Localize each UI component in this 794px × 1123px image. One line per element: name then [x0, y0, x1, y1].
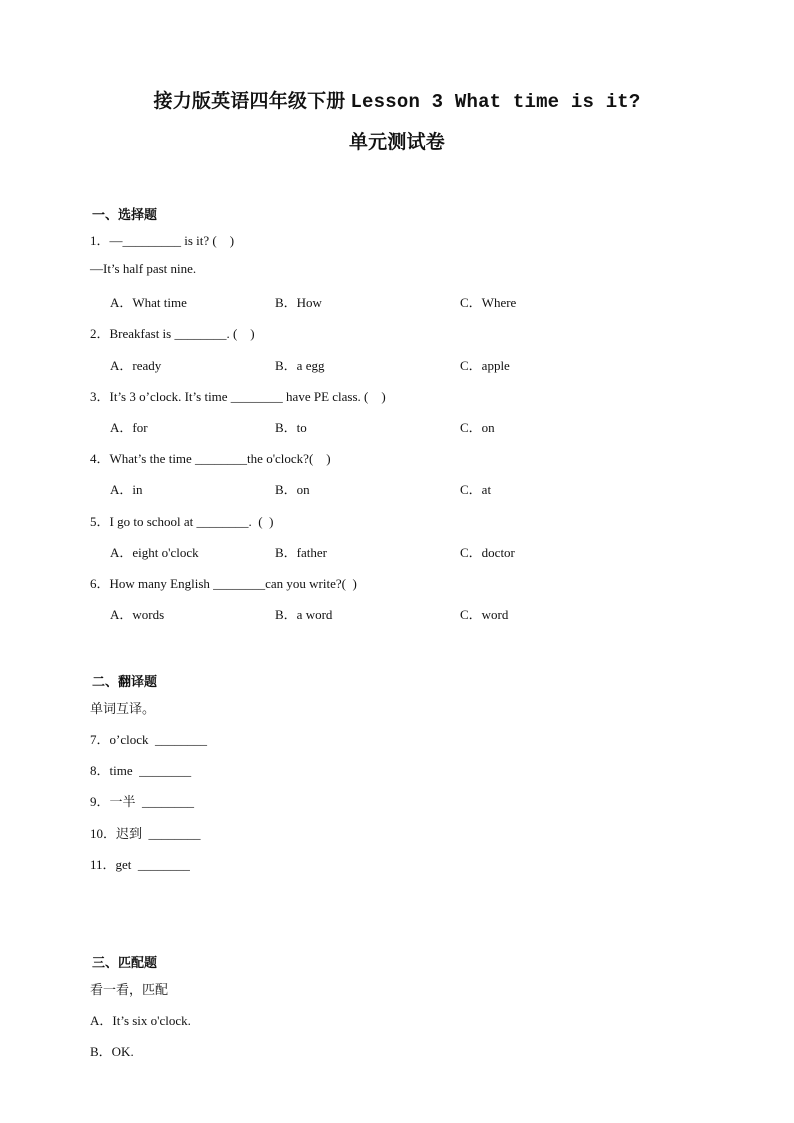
document-title-cn: 接力版英语四年级下册	[153, 91, 351, 112]
question-5-option-a: A．eight o'clock	[110, 545, 199, 560]
question-1-option-a: A．What time	[110, 295, 187, 310]
translation-item-11: 11．get ________	[90, 857, 190, 872]
translation-item-7: 7．o’clock ________	[90, 732, 207, 747]
question-3: 3．It’s 3 o’clock. It’s time ________ have PE class. ( )	[90, 389, 386, 404]
question-1-option-c: C．Where	[460, 295, 517, 310]
document-subtitle: 单元测试卷	[348, 132, 445, 153]
translation-instruction: 单词互译。	[90, 701, 156, 716]
translation-item-8: 8．time ________	[90, 763, 192, 778]
question-2-option-c: C．apple	[460, 358, 510, 373]
question-2-option-a: A．ready	[110, 358, 162, 373]
question-1-option-b: B．How	[275, 295, 322, 310]
section-heading-translation: 二、翻译题	[92, 674, 158, 689]
section-heading-matching: 三、匹配题	[92, 955, 158, 970]
section-heading-choice: 一、选择题	[92, 207, 158, 222]
question-1-sub: —It’s half past nine.	[90, 261, 197, 276]
question-5-option-c: C．doctor	[460, 545, 515, 560]
question-1: 1．—_________ is it? ( )	[90, 233, 235, 248]
document-title	[0, 86, 794, 113]
question-6-option-b: B．a word	[275, 607, 333, 622]
document-title-en: Lesson 3 What time is it?	[350, 91, 641, 113]
matching-instruction: 看一看，匹配	[90, 982, 169, 997]
question-6: 6．How many English ________can you write?( )	[90, 576, 357, 591]
question-4-option-a: A．in	[110, 482, 143, 497]
question-2-option-b: B．a egg	[275, 358, 325, 373]
question-4: 4．What’s the time ________the o'clock?( )	[90, 451, 331, 466]
translation-item-10: 10．迟到 ________	[90, 826, 201, 841]
matching-item-b: B．OK.	[90, 1044, 134, 1059]
question-2: 2．Breakfast is ________. ( )	[90, 326, 255, 341]
question-4-option-c: C．at	[460, 482, 492, 497]
question-3-option-a: A．for	[110, 420, 148, 435]
question-5-option-b: B．father	[275, 545, 327, 560]
question-4-option-b: B．on	[275, 482, 310, 497]
question-5: 5．I go to school at ________. ( )	[90, 514, 274, 529]
question-3-option-c: C．on	[460, 420, 495, 435]
question-3-option-b: B．to	[275, 420, 307, 435]
translation-item-9: 9．一半 ________	[90, 794, 195, 809]
matching-item-a: A．It’s six o'clock.	[90, 1013, 191, 1028]
question-6-option-c: C．word	[460, 607, 509, 622]
question-6-option-a: A．words	[110, 607, 165, 622]
